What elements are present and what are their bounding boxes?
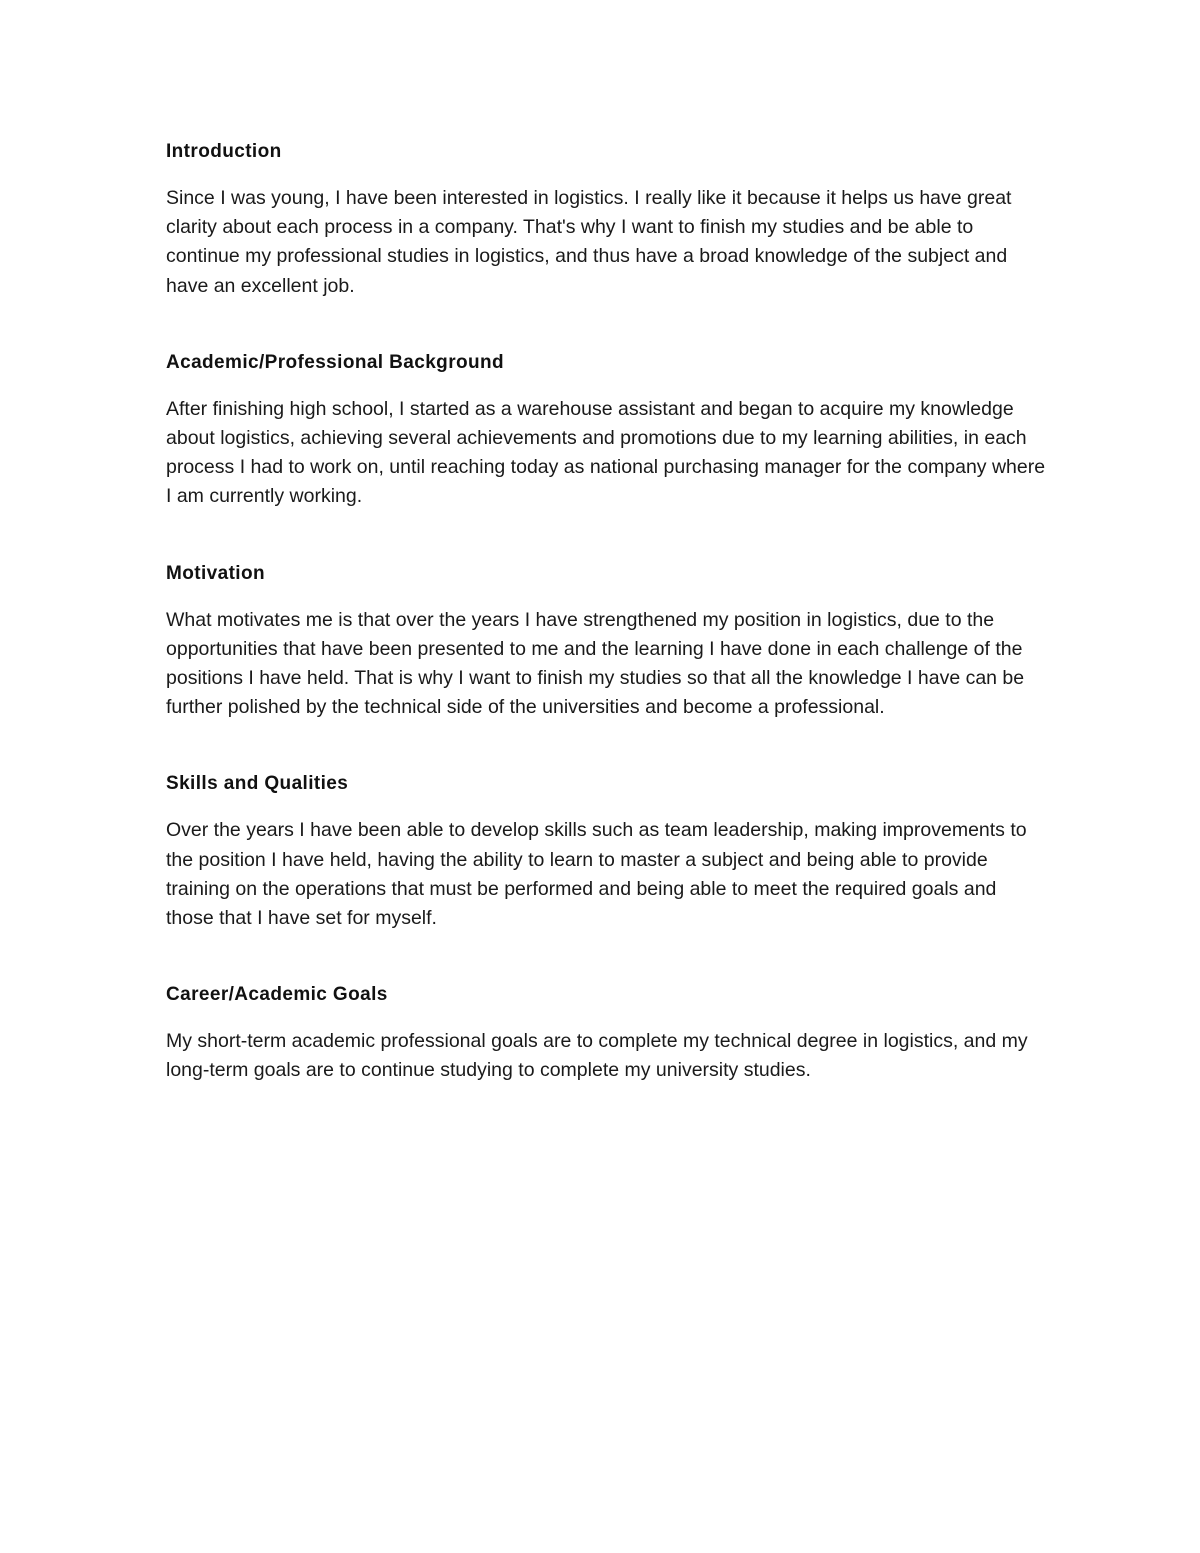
section-paragraph: After finishing high school, I started as a warehouse assistant and began to acquire my knowledge about logistics, achieving several achievements and promotions due to my learning abilities, in each process I had to work on, until reaching today as national purchasing manager for the company where I am currently working. <box>166 397 1046 508</box>
document-content <box>166 140 1046 1086</box>
section-heading: Skills and Qualities <box>166 773 349 795</box>
section-motivation <box>166 562 1046 723</box>
section-heading: Academic/Professional Background <box>166 351 505 373</box>
section-skills-and-qualities <box>166 772 1046 933</box>
section-academic-professional-background <box>166 351 1046 512</box>
section-heading: Introduction <box>166 141 282 162</box>
section-heading: Career/Academic Goals <box>166 984 388 1006</box>
section-paragraph: Over the years I have been able to develop skills such as team leadership, making improvements to the position I have held, having the ability to learn to master a subject and being able to provide training on the operations that must be performed and being able to meet the required goals and those that I have set for myself. <box>166 819 1027 930</box>
section-introduction <box>166 140 1046 301</box>
section-heading: Motivation <box>166 562 265 584</box>
section-paragraph: Since I was young, I have been interested in logistics. I really like it because it helps us have great clarity about each process in a company. That's why I want to finish my studies and be able to continue my professional studies in logistics, and thus have a broad knowledge of the subject and have an excellent job. <box>166 187 1012 297</box>
section-paragraph: My short-term academic professional goals are to complete my technical degree in logistics, and my long-term goals are to continue studying to complete my university studies. <box>166 1030 1028 1082</box>
section-paragraph: What motivates me is that over the years I have strengthened my position in logistics, due to the opportunities that have been presented to me and the learning I have done in each challenge of the positions I have held. That is why I want to finish my studies so that all the knowledge I have can be further polished by the technical side of the universities and become a professional. <box>166 608 1025 719</box>
section-career-academic-goals <box>166 983 1046 1085</box>
